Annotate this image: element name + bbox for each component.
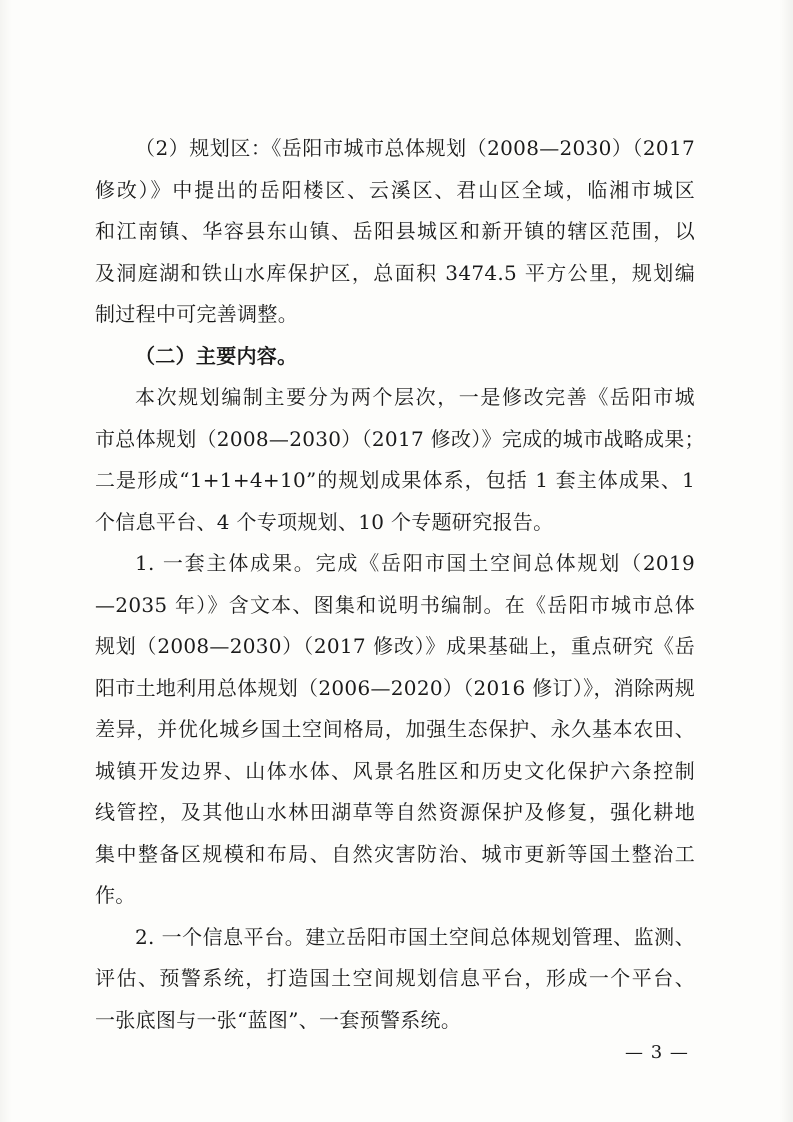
text-line: 和江南镇、华容县东山镇、岳阳县城区和新开镇的辖区范围，以 — [95, 219, 695, 243]
text-line: 线管控，及其他山水林田湖草等自然资源保护及修复，强化耕地 — [95, 800, 695, 824]
text-line: 二是形成“1+1+4+10”的规划成果体系，包括 1 套主体成果、1 — [95, 468, 695, 492]
text-line: （2）规划区：《岳阳市城市总体规划（2008—2030）（2017 — [135, 136, 695, 160]
text-line: 作。 — [95, 883, 136, 907]
text-line: 城镇开发边界、山体水体、风景名胜区和历史文化保护六条控制 — [95, 758, 695, 783]
section-heading: （二）主要内容。 — [135, 343, 298, 368]
text-line: 个信息平台、4 个专项规划、10 个专题研究报告。 — [95, 509, 554, 534]
text-line: 集中整备区规模和布局、自然灾害防治、城市更新等国土整治工 — [95, 841, 695, 866]
text-line: 修改）》中提出的岳阳楼区、云溪区、君山区全域，临湘市城区 — [95, 177, 695, 202]
text-line: 评估、预警系统，打造国土空间规划信息平台，形成一个平台、 — [95, 966, 695, 990]
text-line: 1. 一套主体成果。完成《岳阳市国土空间总体规划（2019 — [135, 551, 695, 575]
body-text — [95, 128, 705, 1041]
text-line: 制过程中可完善调整。 — [95, 302, 298, 326]
text-line: 2. 一个信息平台。建立岳阳市国土空间总体规划管理、监测、 — [135, 924, 695, 949]
text-line: 差异，并优化城乡国土空间格局，加强生态保护、永久基本农田、 — [95, 717, 695, 741]
text-line: 本次规划编制主要分为两个层次，一是修改完善《岳阳市城 — [135, 385, 695, 409]
text-line: 规划（2008—2030）（2017 修改）》成果基础上，重点研究《岳 — [95, 634, 695, 658]
text-line: 及洞庭湖和铁山水库保护区，总面积 3474.5 平方公里，规划编 — [95, 260, 695, 285]
page-number: — 3 — — [625, 1042, 689, 1063]
text-line: 阳市土地利用总体规划（2006—2020）（2016 修订）》，消除两规 — [95, 675, 695, 700]
text-line: 市总体规划（2008—2030）（2017 修改）》完成的城市战略成果； — [95, 426, 705, 451]
text-line: —2035 年）》含文本、图集和说明书编制。在《岳阳市城市总体 — [95, 592, 695, 617]
text-line: 一张底图与一张“蓝图”、一套预警系统。 — [95, 1007, 462, 1032]
